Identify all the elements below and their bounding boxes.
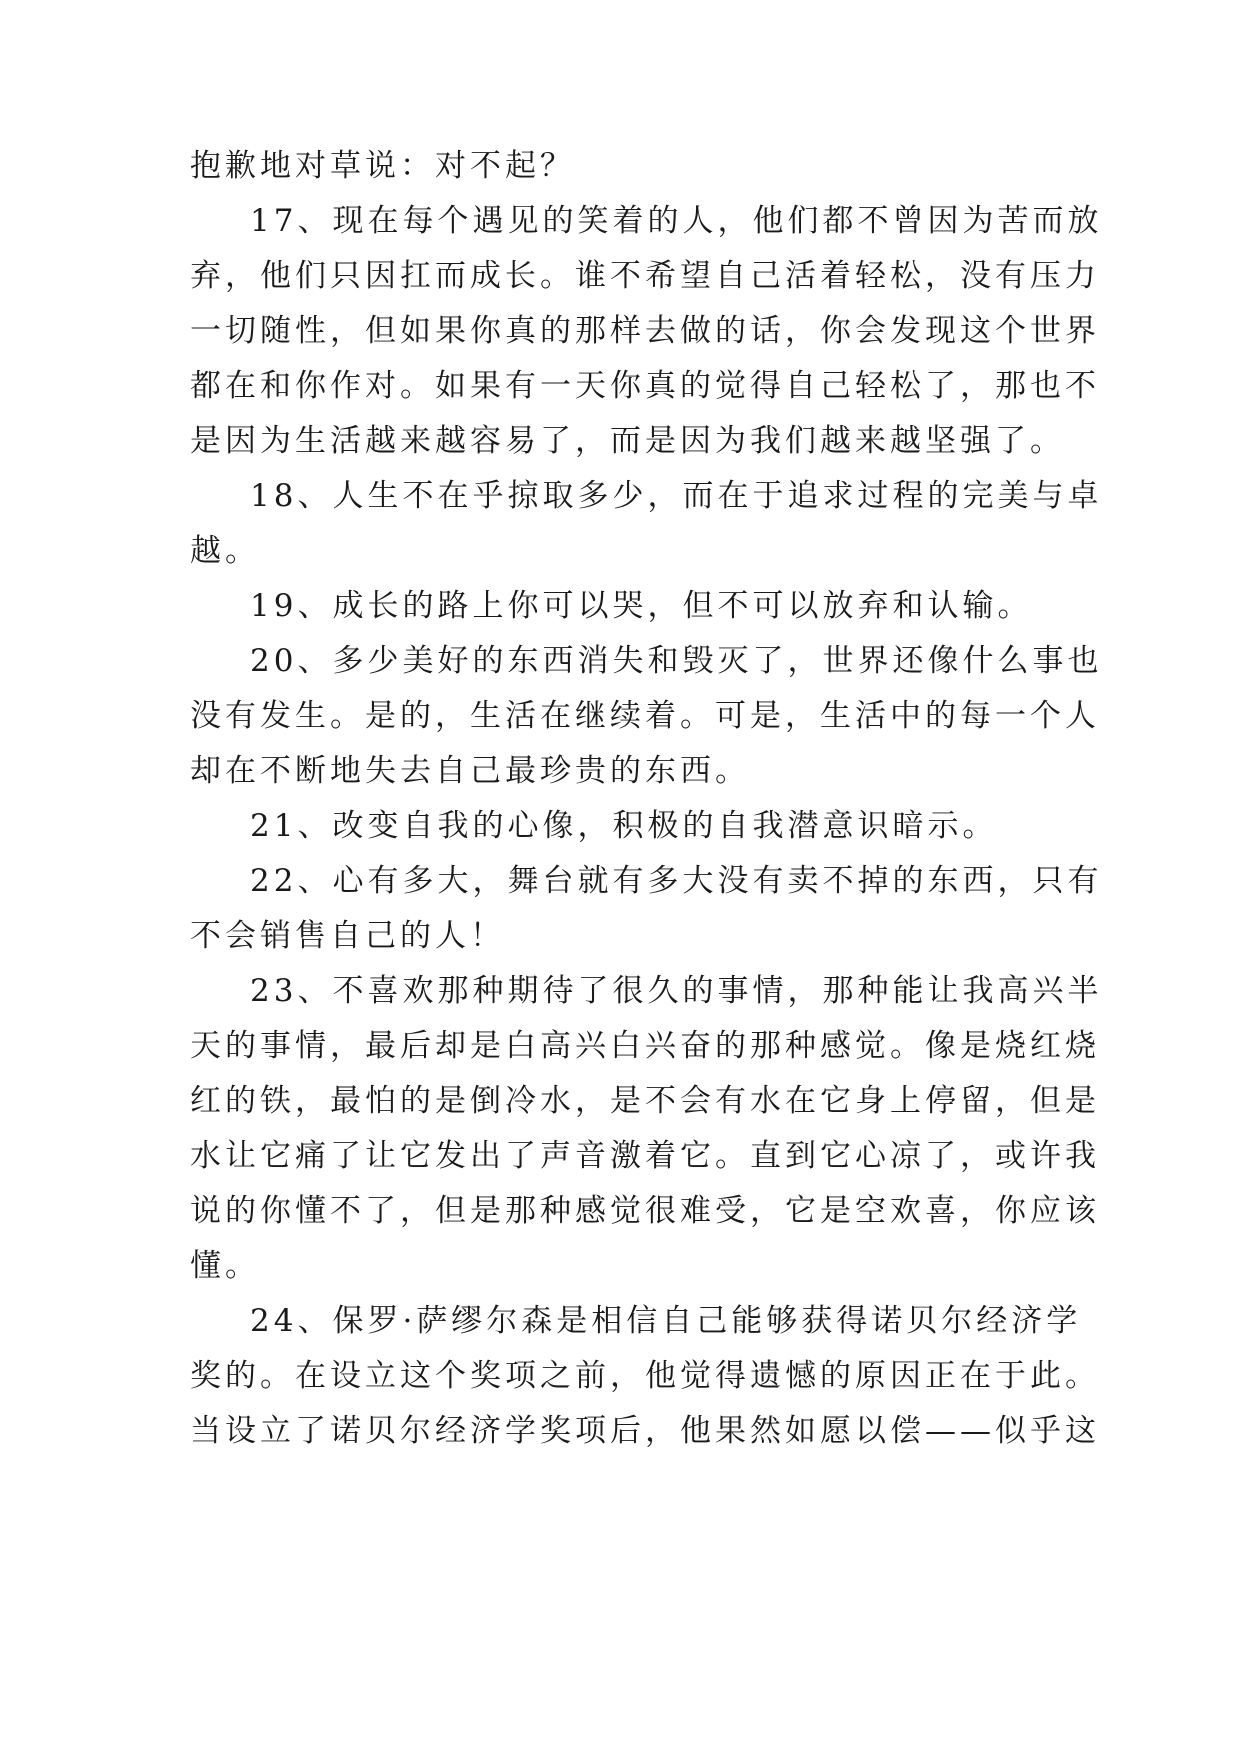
text-line: 抱歉地对草说：对不起？ — [190, 148, 575, 184]
paragraph-17-line: 17、现在每个遇见的笑着的人，他们都不曾因为苦而放 — [250, 203, 1103, 239]
text-line: 奖的。在设立这个奖项之前，他觉得遗憾的原因正在于此。 — [190, 1358, 1100, 1394]
text-line: 不会销售自己的人！ — [190, 918, 505, 954]
paragraph-24-line: 24、保罗·萨缪尔森是相信自己能够获得诺贝尔经济学 — [250, 1303, 1082, 1339]
text-line: 一切随性，但如果你真的那样去做的话，你会发现这个世界 — [190, 313, 1100, 349]
text-line: 弃，他们只因扛而成长。谁不希望自己活着轻松，没有压力 — [190, 258, 1100, 294]
paragraph-18-line: 18、人生不在乎掠取多少，而在于追求过程的完美与卓 — [250, 478, 1103, 514]
text-line: 说的你懂不了，但是那种感觉很难受，它是空欢喜，你应该 — [190, 1193, 1100, 1229]
text-line: 水让它痛了让它发出了声音激着它。直到它心凉了，或许我 — [190, 1138, 1100, 1174]
text-line: 却在不断地失去自己最珍贵的东西。 — [190, 753, 750, 789]
paragraph-20-line: 20、多少美好的东西消失和毁灭了，世界还像什么事也 — [250, 643, 1103, 679]
paragraph-22-line: 22、心有多大，舞台就有多大没有卖不掉的东西，只有 — [250, 863, 1103, 899]
text-line: 越。 — [190, 533, 260, 569]
paragraph-21-line: 21、改变自我的心像，积极的自我潜意识暗示。 — [250, 808, 998, 844]
text-line: 没有发生。是的，生活在继续着。可是，生活中的每一个人 — [190, 698, 1100, 734]
text-line: 都在和你作对。如果有一天你真的觉得自己轻松了，那也不 — [190, 368, 1100, 404]
text-line: 是因为生活越来越容易了，而是因为我们越来越坚强了。 — [190, 423, 1065, 459]
text-line: 当设立了诺贝尔经济学奖项后，他果然如愿以偿——似乎这 — [190, 1413, 1100, 1449]
paragraph-19-line: 19、成长的路上你可以哭，但不可以放弃和认输。 — [250, 588, 1033, 624]
text-line: 懂。 — [190, 1248, 260, 1284]
text-line: 红的铁，最怕的是倒冷水，是不会有水在它身上停留，但是 — [190, 1083, 1100, 1119]
paragraph-23-line: 23、不喜欢那种期待了很久的事情，那种能让我高兴半 — [250, 973, 1103, 1009]
text-line: 天的事情，最后却是白高兴白兴奋的那种感觉。像是烧红烧 — [190, 1028, 1100, 1064]
